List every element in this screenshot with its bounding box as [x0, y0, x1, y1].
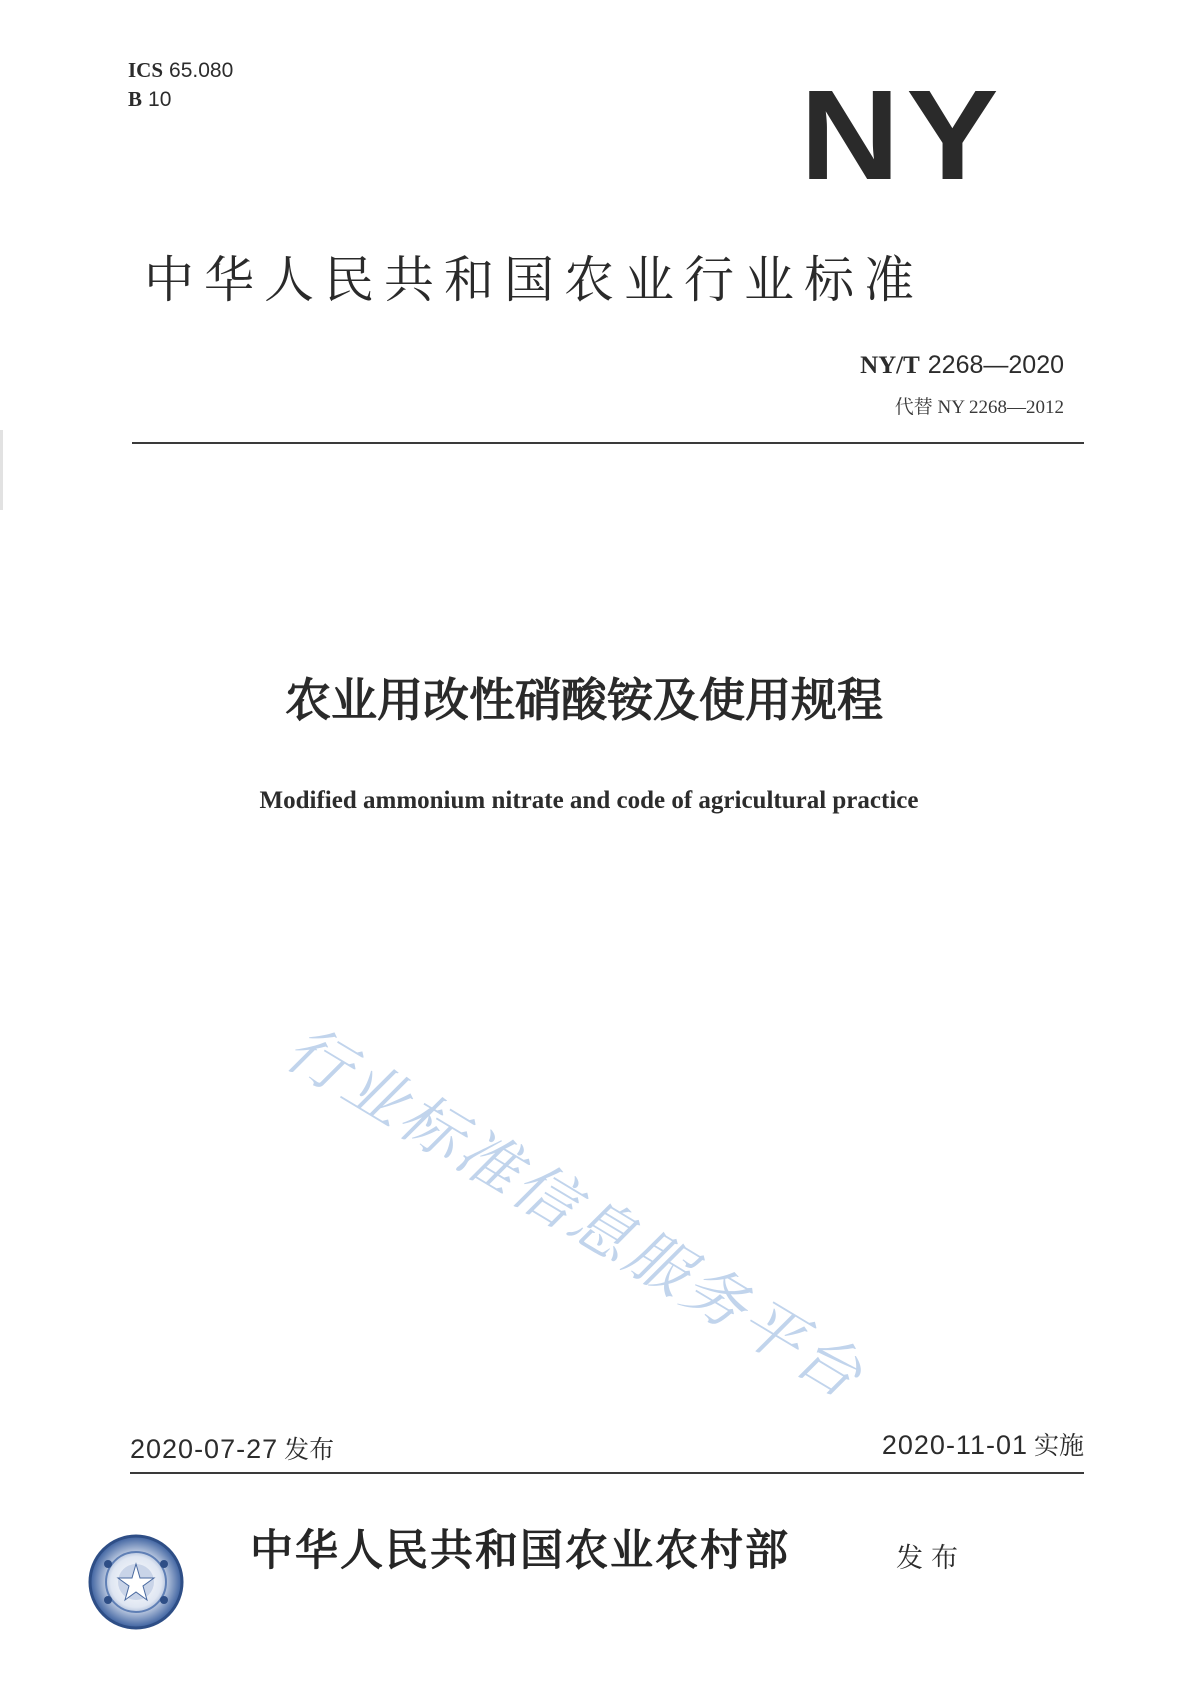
publisher-name: 中华人民共和国农业农村部 [250, 1526, 790, 1576]
standard-prefix: NY/T [860, 352, 920, 379]
ministry-seal-icon [88, 1534, 184, 1630]
issue-date: 2020-07-27 [130, 1434, 279, 1464]
document-title: 农业用改性硝酸铵及使用规程 [285, 673, 883, 727]
standard-category-title: 中华人民共和国农业行业标准 [144, 251, 924, 309]
issue-date-block [130, 1430, 334, 1466]
ny-logo: NY [800, 64, 1005, 207]
ics-line [128, 56, 233, 85]
standard-number: 2268—2020 [927, 351, 1064, 379]
ics-label: ICS [128, 58, 164, 82]
effective-word: 实施 [1033, 1431, 1084, 1460]
class-label: B [128, 87, 143, 111]
top-divider [132, 442, 1084, 444]
publisher-action: 发布 [896, 1543, 966, 1574]
scan-edge-mark [0, 430, 6, 510]
ics-value: 65.080 [169, 59, 234, 82]
bottom-divider [130, 1472, 1084, 1474]
standard-code [860, 350, 1064, 380]
watermark: 行业标准信息服务平台 [273, 1011, 878, 1414]
class-line [128, 85, 233, 114]
effective-date-block [882, 1426, 1084, 1462]
issue-word: 发布 [284, 1435, 335, 1464]
ics-block [128, 56, 233, 114]
document-subtitle: Modified ammonium nitrate and code of agricultural practice [259, 787, 919, 814]
class-value: 10 [148, 88, 172, 111]
replaces-note: 代替 NY 2268—2012 [894, 397, 1064, 418]
effective-date: 2020-11-01 [881, 1430, 1028, 1460]
